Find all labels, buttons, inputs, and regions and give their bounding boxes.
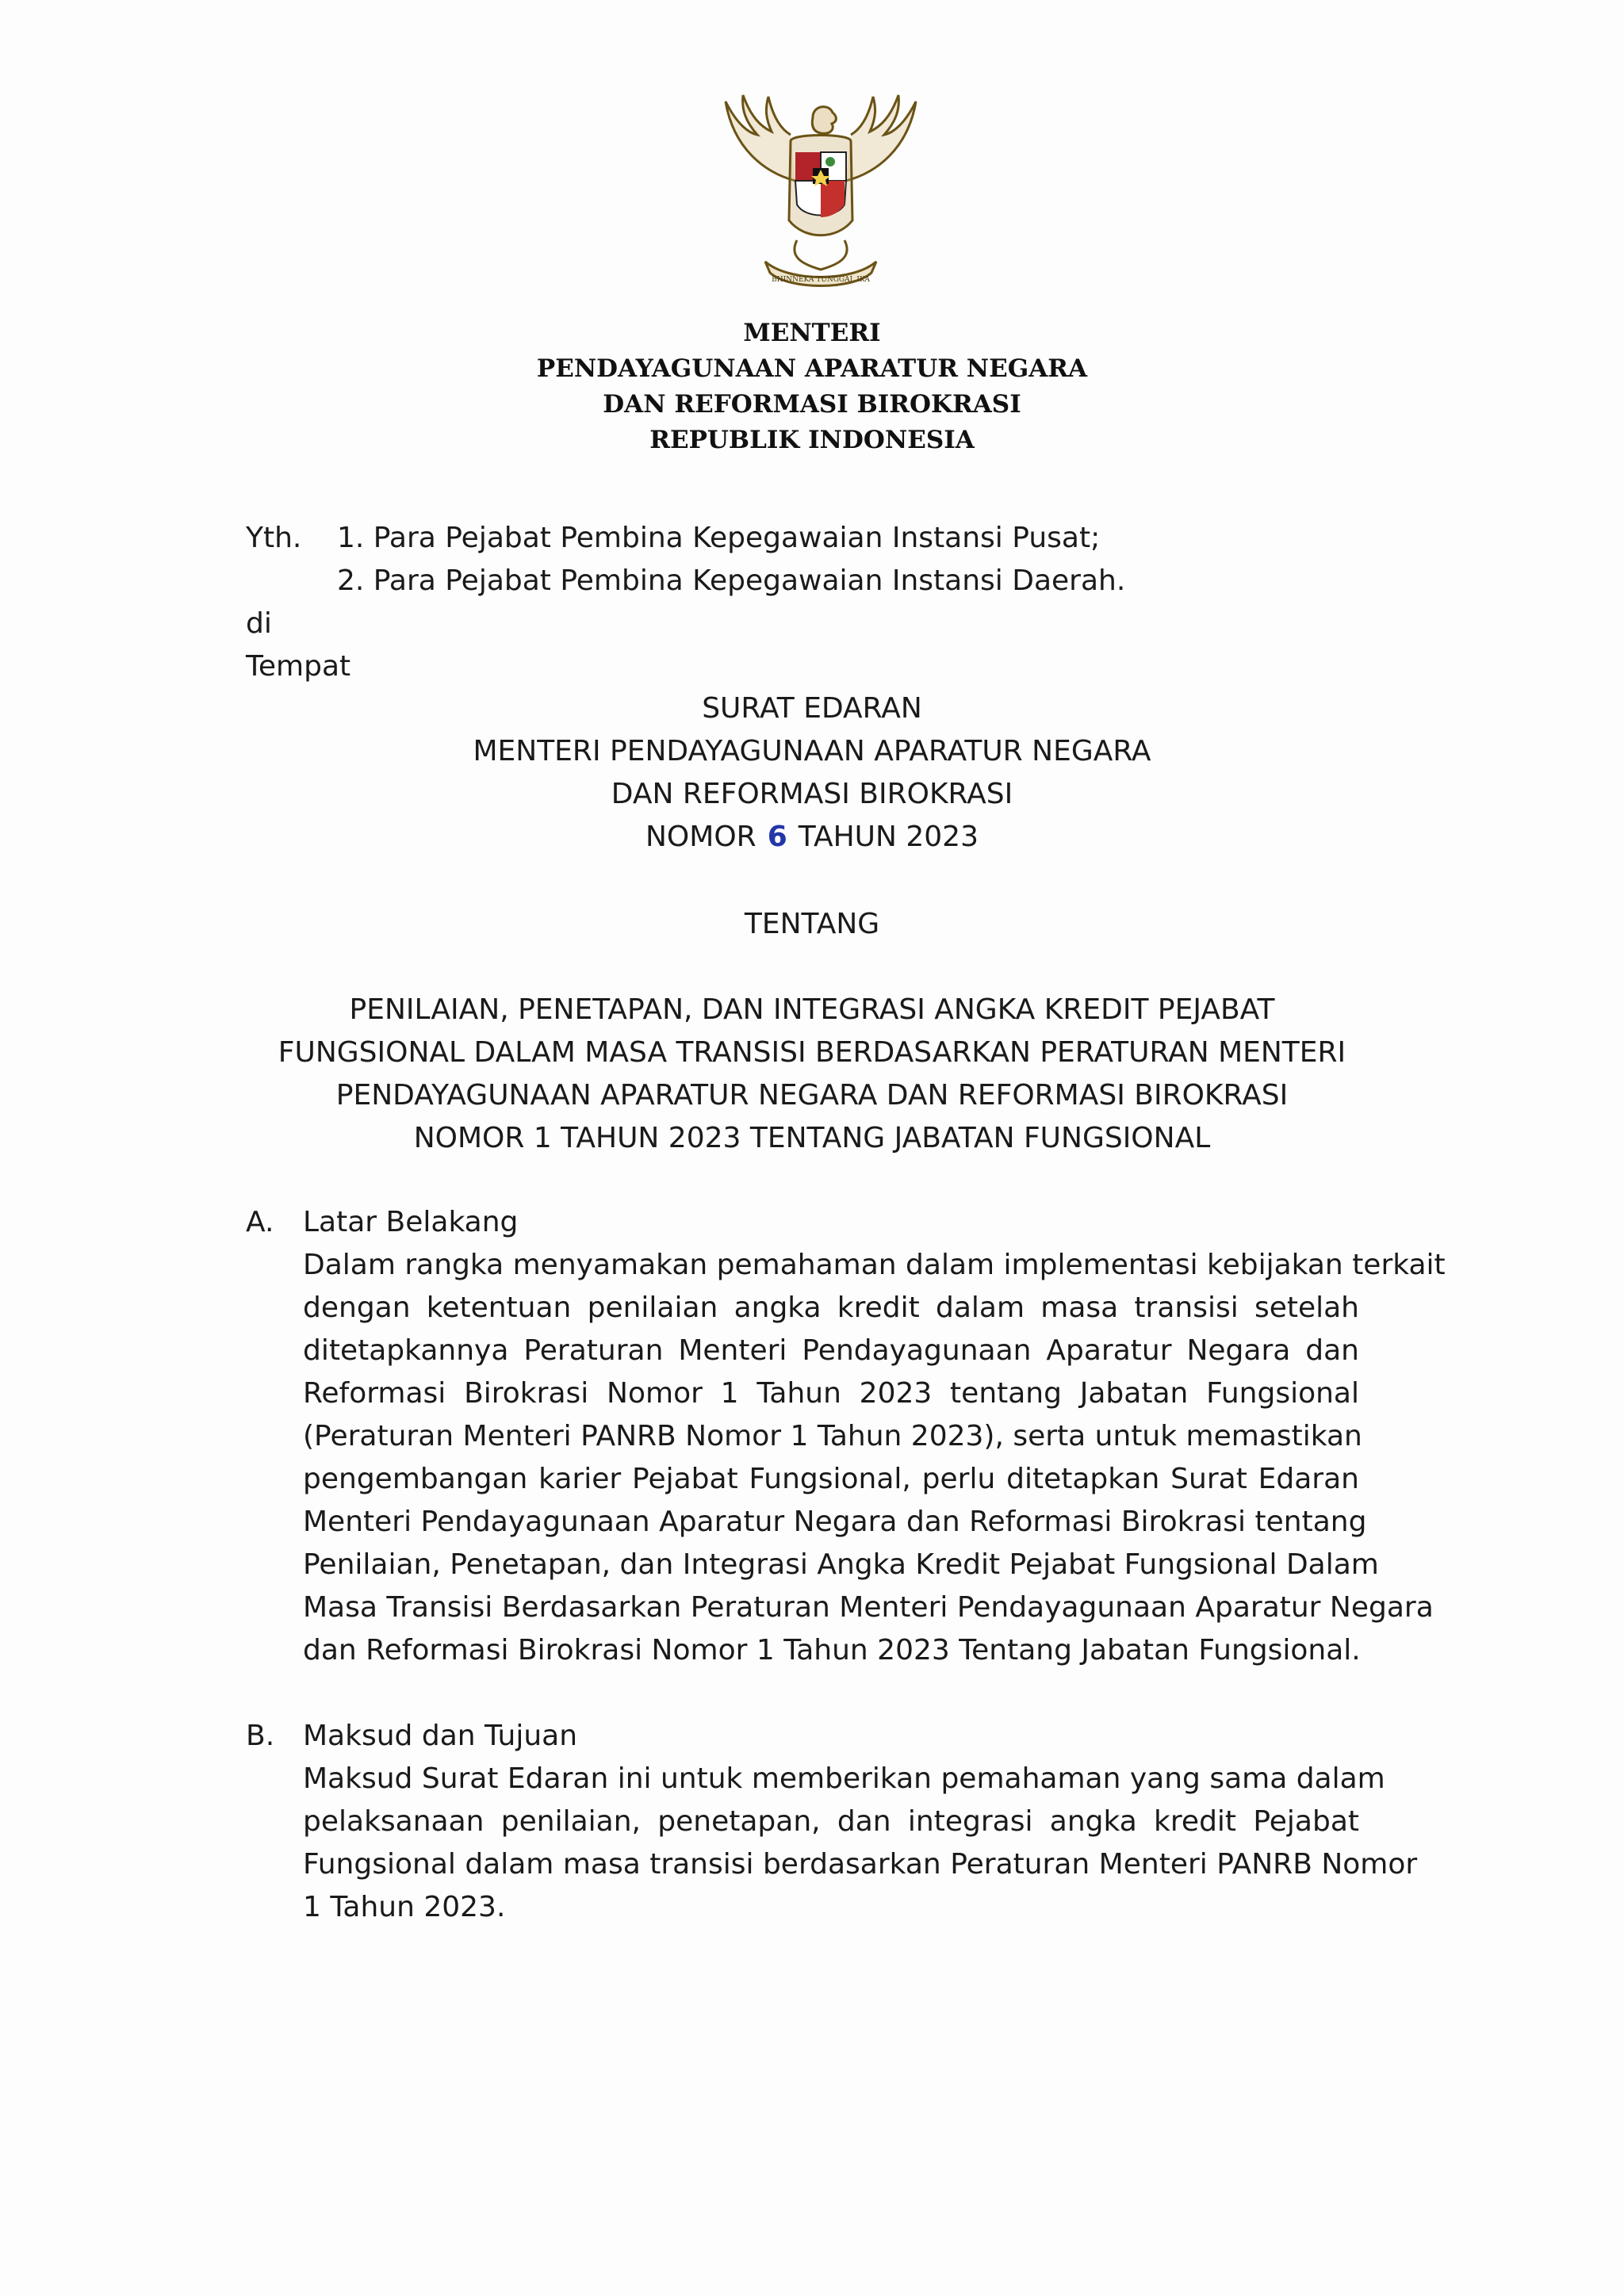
letterhead-line: PENDAYAGUNAAN APARATUR NEGARA <box>536 354 1088 383</box>
subject-line: FUNGSIONAL DALAM MASA TRANSISI BERDASARKAN PERATURAN MENTERI <box>278 1036 1346 1069</box>
section-a-heading: Latar Belakang <box>303 1206 519 1238</box>
paragraph-line: Dalam rangka menyamakan pemahaman dalam implementasi kebijakan terkait <box>303 1249 1446 1281</box>
nomor-suffix: TAHUN 2023 <box>798 821 979 853</box>
paragraph-line: Reformasi Birokrasi Nomor 1 Tahun 2023 tentang Jabatan Fungsional <box>303 1377 1359 1410</box>
emblem-motto: BHINNEKA TUNGGAL IKA <box>772 276 870 284</box>
subject-line: PENDAYAGUNAAN APARATUR NEGARA DAN REFORMASI BIROKRASI <box>335 1079 1289 1112</box>
section-b-heading: Maksud dan Tujuan <box>303 1720 578 1752</box>
paragraph-line: pelaksanaan penilaian, penetapan, dan integrasi angka kredit Pejabat <box>303 1805 1359 1838</box>
letterhead-line: MENTERI <box>743 319 881 347</box>
section-b <box>246 1715 1418 1929</box>
tentang-heading: TENTANG <box>744 908 880 940</box>
subject-block <box>0 989 1624 1160</box>
paragraph-line: Maksud Surat Edaran ini untuk memberikan pemahaman yang sama dalam <box>303 1762 1385 1795</box>
title-line-3: DAN REFORMASI BIROKRASI <box>611 778 1013 810</box>
letterhead-line: DAN REFORMASI BIROKRASI <box>603 390 1021 419</box>
garuda-emblem <box>702 86 940 295</box>
paragraph-line: (Peraturan Menteri PANRB Nomor 1 Tahun 2023), serta untuk memastikan <box>303 1420 1362 1452</box>
recipient-1: 1. Para Pejabat Pembina Kepegawaian Instansi Pusat; <box>337 522 1101 554</box>
title-nomor <box>0 816 1624 859</box>
document-title <box>0 687 1624 859</box>
addressee-di: di <box>246 607 272 640</box>
title-line-1: SURAT EDARAN <box>702 692 922 725</box>
paragraph-line: Penilaian, Penetapan, dan Integrasi Angka Kredit Pejabat Fungsional Dalam <box>303 1548 1379 1581</box>
addressee-block <box>246 517 1125 688</box>
paragraph-line: Menteri Pendayagunaan Aparatur Negara dan Reformasi Birokrasi tentang <box>303 1506 1367 1538</box>
paragraph-line: dengan ketentuan penilaian angka kredit dalam masa transisi setelah <box>303 1292 1359 1324</box>
section-a-body <box>303 1244 1446 1672</box>
paragraph-line: dan Reformasi Birokrasi Nomor 1 Tahun 2023 Tentang Jabatan Fungsional. <box>303 1634 1361 1667</box>
paragraph-line: ditetapkannya Peraturan Menteri Pendayagunaan Aparatur Negara dan <box>303 1334 1359 1367</box>
paragraph-line: Fungsional dalam masa transisi berdasarkan Peraturan Menteri PANRB Nomor <box>303 1848 1418 1881</box>
section-a <box>246 1201 1446 1672</box>
paragraph-line: 1 Tahun 2023. <box>303 1891 506 1923</box>
recipient-2: 2. Para Pejabat Pembina Kepegawaian Instansi Daerah. <box>337 564 1126 597</box>
letterhead-line: REPUBLIK INDONESIA <box>649 426 975 454</box>
letterhead <box>0 316 1624 458</box>
addressee-label: Yth. <box>246 522 302 554</box>
addressee-tempat: Tempat <box>246 650 351 683</box>
paragraph-line: Masa Transisi Berdasarkan Peraturan Menteri Pendayagunaan Aparatur Negara <box>303 1591 1434 1624</box>
section-a-letter: A. <box>246 1206 274 1238</box>
title-line-2: MENTERI PENDAYAGUNAAN APARATUR NEGARA <box>473 735 1151 767</box>
nomor-prefix: NOMOR <box>645 821 756 853</box>
section-b-letter: B. <box>246 1720 275 1752</box>
nomor-value: 6 <box>767 821 787 853</box>
paragraph-line: pengembangan karier Pejabat Fungsional, perlu ditetapkan Surat Edaran <box>303 1463 1359 1495</box>
subject-line: NOMOR 1 TAHUN 2023 TENTANG JABATAN FUNGSIONAL <box>413 1122 1211 1154</box>
subject-line: PENILAIAN, PENETAPAN, DAN INTEGRASI ANGKA KREDIT PEJABAT <box>349 993 1275 1026</box>
section-b-body <box>303 1758 1418 1929</box>
